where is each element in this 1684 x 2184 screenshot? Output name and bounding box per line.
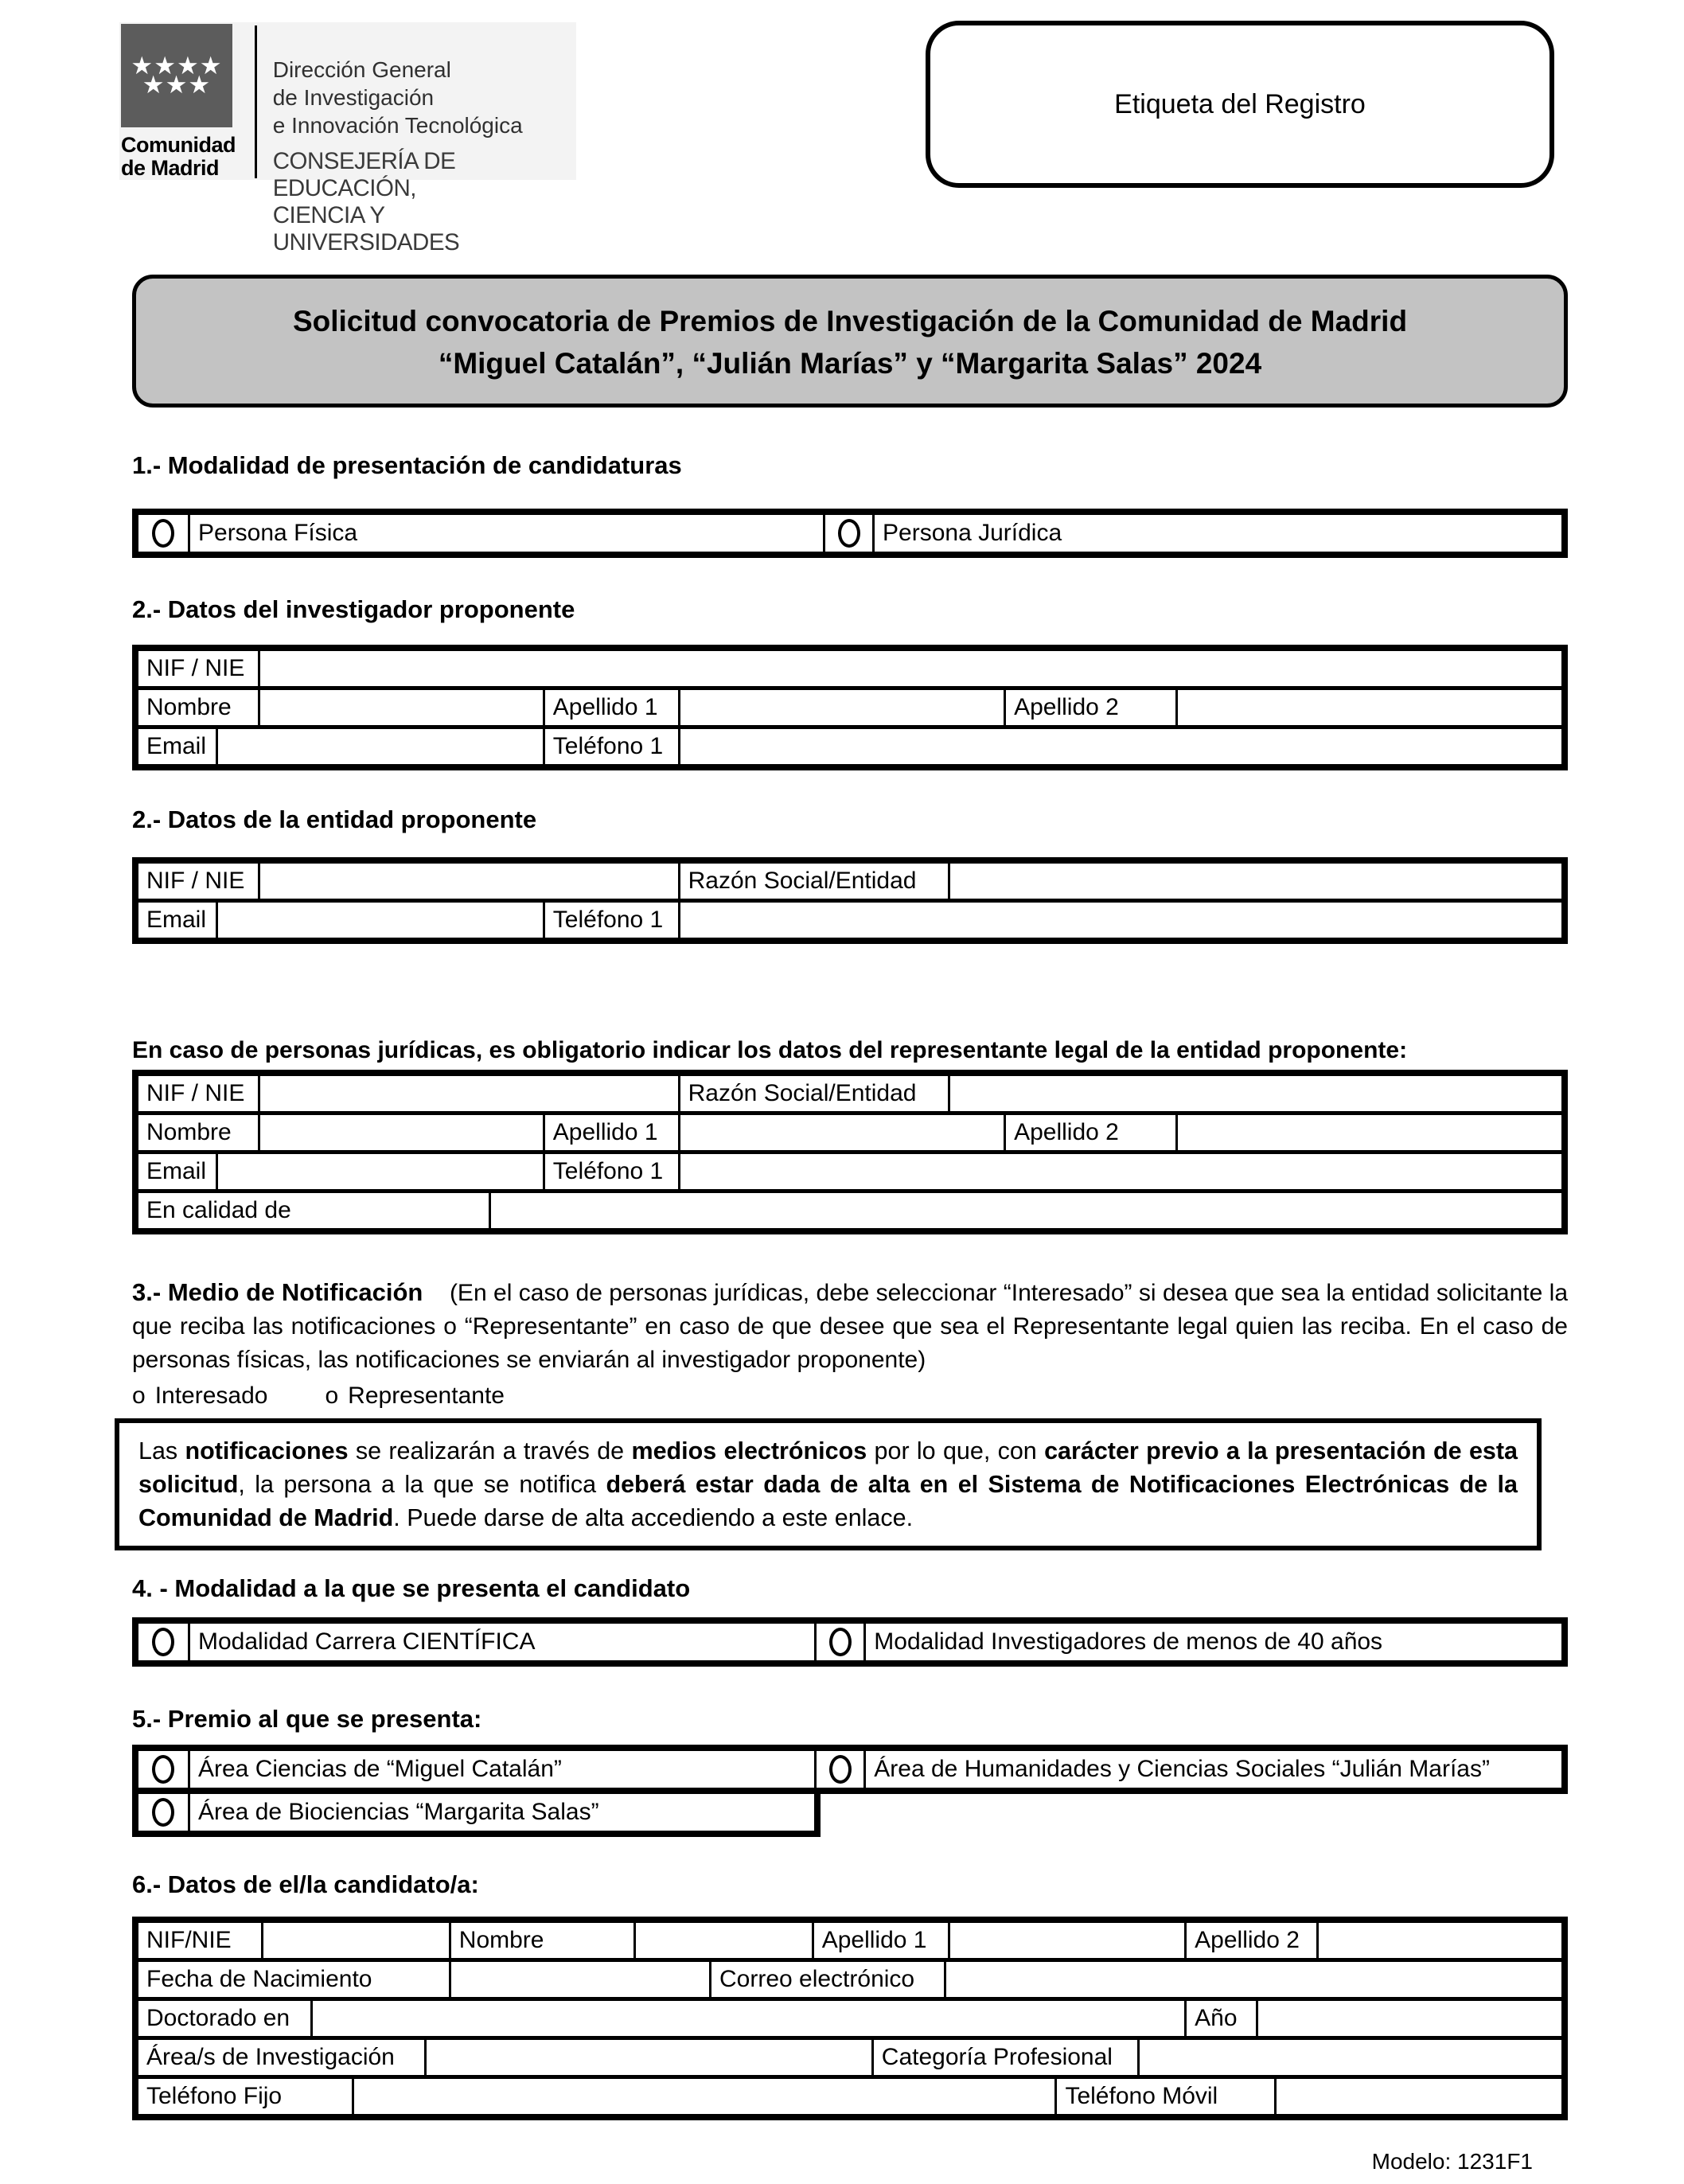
email-label: Email — [146, 1158, 207, 1184]
nif-input[interactable] — [261, 1923, 449, 1958]
dept-line: e Innovación Tecnológica — [272, 113, 523, 138]
star-icon: ★ — [154, 52, 177, 80]
star-row-bottom — [142, 73, 211, 97]
section2-investigador-heading: 2.- Datos del investigador proponente — [132, 595, 575, 623]
section1-heading: 1.- Modalidad de presentación de candidaturas — [132, 451, 682, 479]
correo-input[interactable] — [944, 1962, 1561, 1997]
fecha-nacimiento-input[interactable] — [449, 1962, 709, 1997]
table-row — [138, 1958, 1561, 1997]
nombre-input[interactable] — [258, 1115, 543, 1150]
section6-table — [132, 1917, 1568, 2120]
star-icon: ★ — [199, 52, 223, 80]
nif-input[interactable] — [258, 651, 1561, 686]
nif-label: NIF / NIE — [146, 868, 245, 894]
star-icon: ★ — [131, 52, 154, 80]
anio-label: Año — [1184, 2001, 1255, 2036]
madrid-flag-icon — [121, 24, 232, 127]
form-title-box — [132, 275, 1568, 408]
margarita-salas-label: Área de Biociencias “Margarita Salas” — [188, 1794, 814, 1831]
star-icon: ★ — [165, 71, 189, 99]
table-row — [138, 1076, 1561, 1111]
telefono1-input[interactable] — [678, 903, 1561, 938]
representante-table — [132, 1070, 1568, 1234]
categoria-input[interactable] — [1137, 2040, 1561, 2075]
electronic-notification-notice — [115, 1418, 1542, 1550]
comunidad-madrid-logo — [119, 22, 576, 255]
form-title-line1: Solicitud convocatoria de Premios de Investigación de la Comunidad de Madrid — [292, 305, 1408, 337]
brand-line2: de Madrid — [121, 156, 220, 180]
notice-seg: por lo que, con — [867, 1437, 1045, 1464]
table-row — [138, 686, 1561, 725]
nif-label: NIF / NIE — [146, 655, 245, 681]
table-row — [138, 2036, 1561, 2075]
radio-julian-marias-icon[interactable] — [829, 1755, 852, 1784]
apellido2-input[interactable] — [1316, 1923, 1561, 1958]
brand-name — [121, 134, 236, 180]
radio-cell-carrera-cientifica[interactable] — [138, 1624, 188, 1660]
nif-label: NIF / NIE — [146, 1080, 245, 1106]
radio-cell-persona-fisica[interactable] — [138, 515, 188, 552]
apellido2-label: Apellido 2 — [1004, 1115, 1175, 1150]
section2-investigador-table — [132, 645, 1568, 770]
section3-note: (En el caso de personas jurídicas, debe seleccionar “Interesado” si desea que sea la entidad solicitante la que reciba las notificaciones o “Representante” en caso de que desee que sea el Representante legal quien las reciba. En el caso de personas físicas, las notificaciones se enviarán al investigador proponente) — [132, 1280, 1569, 1373]
table-row — [138, 1923, 1561, 1958]
form-title-line2: “Miguel Catalán”, “Julián Marías” y “Margarita Salas” 2024 — [438, 347, 1262, 380]
areas-input[interactable] — [424, 2040, 871, 2075]
radio-cell-menos-40[interactable] — [814, 1624, 863, 1660]
telefono1-input[interactable] — [678, 1154, 1561, 1189]
apellido1-input[interactable] — [678, 690, 1004, 725]
email-input[interactable] — [216, 729, 543, 764]
section5-row1 — [138, 1751, 1561, 1788]
razon-social-label: Razón Social/Entidad — [678, 864, 949, 899]
email-input[interactable] — [216, 1154, 543, 1189]
section5-row2 — [132, 1794, 821, 1837]
apellido2-input[interactable] — [1175, 690, 1561, 725]
carrera-cientifica-label: Modalidad Carrera CIENTÍFICA — [188, 1624, 814, 1660]
areas-label: Área/s de Investigación — [146, 2044, 395, 2070]
section4-heading: 4. - Modalidad a la que se presenta el candidato — [132, 1574, 691, 1602]
star-icon: ★ — [142, 71, 166, 99]
org-block — [273, 148, 576, 256]
section3-heading: 3.- Medio de Notificación — [132, 1278, 423, 1306]
en-calidad-de-label: En calidad de — [146, 1197, 291, 1223]
razon-social-label: Razón Social/Entidad — [678, 1076, 949, 1111]
header — [121, 22, 1568, 255]
table-row — [138, 725, 1561, 764]
anio-input[interactable] — [1256, 2001, 1561, 2036]
representante-heading: En caso de personas jurídicas, es obligatorio indicar los datos del representante legal de la entidad proponente: — [132, 1037, 1408, 1063]
table-row — [138, 2075, 1561, 2114]
radio-cell-julian-marias[interactable] — [814, 1751, 863, 1788]
doctorado-input[interactable] — [310, 2001, 1184, 2036]
table-row — [138, 899, 1561, 938]
nif-input[interactable] — [258, 1076, 677, 1111]
nombre-input[interactable] — [258, 690, 543, 725]
telefono-movil-input[interactable] — [1274, 2079, 1561, 2114]
telefono1-label: Teléfono 1 — [543, 1154, 678, 1189]
notice-seg-bold: notificaciones — [185, 1437, 349, 1464]
radio-persona-juridica-icon[interactable] — [838, 519, 860, 548]
apellido1-label: Apellido 1 — [543, 690, 678, 725]
org-line: CONSEJERÍA DE EDUCACIÓN, — [272, 148, 456, 201]
correo-label: Correo electrónico — [709, 1962, 944, 1997]
star-icon: ★ — [177, 52, 200, 80]
dept-line: Dirección General — [272, 57, 451, 82]
radio-cell-miguel-catalan[interactable] — [138, 1751, 188, 1788]
notice-seg-bold: medios electrónicos — [631, 1437, 867, 1464]
categoria-label: Categoría Profesional — [871, 2040, 1137, 2075]
julian-marias-label: Área de Humanidades y Ciencias Sociales “Julián Marías” — [863, 1751, 1561, 1788]
table-row — [138, 1997, 1561, 2036]
apellido2-input[interactable] — [1175, 1115, 1561, 1150]
dept-line: de Investigación — [272, 85, 435, 110]
section2-entidad-heading: 2.- Datos de la entidad proponente — [132, 805, 537, 833]
doctorado-label: Doctorado en — [146, 2005, 290, 2031]
radio-cell-margarita-salas[interactable] — [138, 1794, 188, 1831]
nombre-input[interactable] — [633, 1923, 812, 1958]
interesado-label: Interesado — [154, 1383, 268, 1409]
apellido2-label: Apellido 2 — [1004, 690, 1175, 725]
notice-seg: Las — [138, 1437, 185, 1464]
table-row — [138, 864, 1561, 899]
radio-persona-fisica-icon[interactable] — [152, 519, 174, 548]
brand-line1: Comunidad — [121, 133, 236, 157]
option-interesado[interactable] — [132, 1382, 267, 1410]
table-row — [138, 1189, 1561, 1228]
miguel-catalan-label: Área Ciencias de “Miguel Catalán” — [188, 1751, 814, 1788]
email-label: Email — [146, 733, 207, 759]
star-icon: ★ — [188, 71, 212, 99]
notification-options — [132, 1382, 1568, 1410]
department-names — [272, 24, 576, 255]
telefono1-label: Teléfono 1 — [543, 729, 678, 764]
radio-margarita-salas-icon[interactable] — [152, 1798, 174, 1827]
representante-label: Representante — [348, 1383, 505, 1409]
section5-heading: 5.- Premio al que se presenta: — [132, 1705, 482, 1733]
fecha-nacimiento-label: Fecha de Nacimiento — [146, 1966, 372, 1992]
section1-row — [138, 515, 1561, 552]
apellido1-label: Apellido 1 — [812, 1923, 949, 1958]
section4-table — [132, 1617, 1568, 1667]
logo-divider — [255, 25, 257, 178]
nombre-label: Nombre — [449, 1923, 633, 1958]
registry-label: Etiqueta del Registro — [1114, 88, 1366, 119]
flag-column — [121, 24, 236, 180]
email-label: Email — [146, 907, 207, 933]
section1-table — [132, 509, 1568, 558]
persona-fisica-label: Persona Física — [188, 515, 823, 552]
registry-label-box — [926, 21, 1554, 188]
razon-social-input[interactable] — [948, 864, 1561, 899]
notice-seg: . Puede darse de alta accediendo a este enlace. — [393, 1504, 914, 1531]
radio-miguel-catalan-icon[interactable] — [152, 1755, 174, 1784]
radio-interesado-marker[interactable]: o — [132, 1383, 146, 1409]
option-representante[interactable] — [325, 1382, 505, 1410]
org-line: CIENCIA Y UNIVERSIDADES — [272, 202, 460, 255]
apellido1-label: Apellido 1 — [543, 1115, 678, 1150]
section5-row2-inner — [138, 1794, 814, 1831]
table-row — [138, 1150, 1561, 1189]
apellido1-input[interactable] — [948, 1923, 1184, 1958]
section5-table — [132, 1745, 1568, 1794]
email-input[interactable] — [216, 903, 543, 938]
notice-seg: , la persona a la que se notifica — [238, 1471, 606, 1498]
table-row — [138, 651, 1561, 686]
radio-menos-40-icon[interactable] — [829, 1628, 852, 1656]
nombre-label: Nombre — [146, 1119, 232, 1145]
menos-40-label: Modalidad Investigadores de menos de 40 años — [863, 1624, 1561, 1660]
telefono1-label: Teléfono 1 — [543, 903, 678, 938]
notice-seg-bold: carácter previo a la presentación de esta solicitud — [138, 1437, 1518, 1498]
persona-juridica-label: Persona Jurídica — [872, 515, 1561, 552]
table-row — [138, 1111, 1561, 1150]
notice-seg-bold: deberá estar dada de alta en el Sistema de Notificaciones Electrónicas de la Comunidad de Madrid — [138, 1471, 1518, 1531]
apellido1-input[interactable] — [678, 1115, 1004, 1150]
en-calidad-de-input[interactable] — [489, 1193, 1561, 1228]
apellido2-label: Apellido 2 — [1184, 1923, 1316, 1958]
nif-label: NIF/NIE — [146, 1927, 232, 1953]
section6-heading: 6.- Datos de el/la candidato/a: — [132, 1870, 479, 1898]
notice-seg: se realizarán a través de — [348, 1437, 632, 1464]
radio-representante-marker[interactable]: o — [325, 1383, 339, 1409]
razon-social-input[interactable] — [948, 1076, 1561, 1111]
nif-input[interactable] — [258, 864, 677, 899]
telefono-movil-label: Teléfono Móvil — [1054, 2079, 1273, 2114]
radio-carrera-cientifica-icon[interactable] — [152, 1628, 174, 1656]
model-code: Modelo: 1231F1 — [1371, 2149, 1533, 2174]
telefono1-input[interactable] — [678, 729, 1561, 764]
section2-entidad-table — [132, 857, 1568, 944]
nombre-label: Nombre — [146, 694, 232, 720]
telefono-fijo-label: Teléfono Fijo — [146, 2083, 283, 2109]
telefono-fijo-input[interactable] — [352, 2079, 1054, 2114]
radio-cell-persona-juridica[interactable] — [823, 515, 872, 552]
section3-heading-paragraph — [132, 1276, 1568, 1377]
section4-row — [138, 1624, 1561, 1660]
